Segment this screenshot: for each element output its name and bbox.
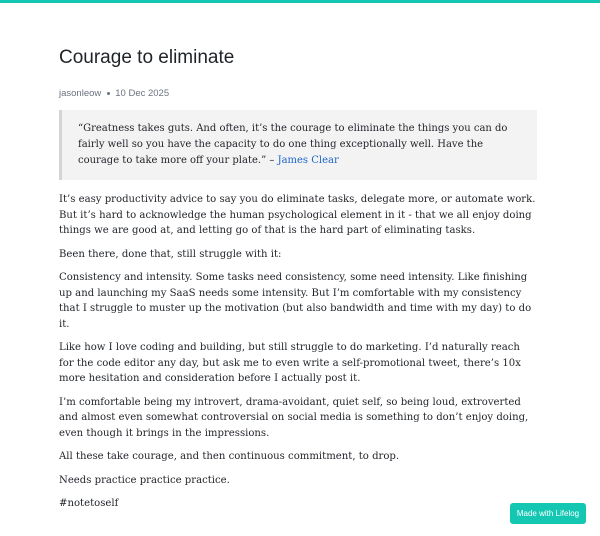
- quote-block: [59, 110, 537, 180]
- post-article: [59, 46, 537, 512]
- body-paragraph: Been there, done that, still struggle with it:: [59, 248, 282, 260]
- body-paragraph: It’s easy productivity advice to say you do eliminate tasks, delegate more, or automate work. But it’s hard to acknowledge the human psychological element in it - that we all enjoy doing things we are good at, and letting go of that is the hard part of eliminating tasks.: [59, 194, 536, 236]
- post-title: Courage to eliminate: [59, 47, 235, 68]
- body-paragraph: I’m comfortable being my introvert, drama-avoidant, quiet self, so being loud, extroverted and almost even somewhat controversial on social media is something to don’t enjoy doing, even though it brings in the impressions.: [59, 396, 529, 439]
- body-paragraph: Needs practice practice practice.: [59, 474, 230, 486]
- quote-source-link[interactable]: James Clear: [277, 155, 339, 166]
- meta-separator-dot: [107, 92, 110, 95]
- quote-text: “Greatness takes guts. And often, it’s the courage to eliminate the things you can do fairly well so you have the capacity to do one thing exceptionally well. Have the courage to take more off your plate.” –: [78, 123, 508, 166]
- body-paragraph: Consistency and intensity. Some tasks need consistency, some need intensity. Like finishing up and launching my SaaS needs some intensity. But I’m comfortable with my consistency that I struggle to muster up the motivation (but also bandwidth and time with my day) to do it.: [59, 272, 532, 330]
- post-date: 10 Dec 2025: [115, 88, 170, 99]
- made-with-lifelog-button[interactable]: Made with Lifelog: [510, 503, 586, 524]
- hashtag: #notetoself: [59, 498, 119, 509]
- post-body: [59, 192, 537, 512]
- body-paragraph: All these take courage, and then continuous commitment, to drop.: [59, 451, 400, 462]
- author-link[interactable]: jasonleow: [59, 88, 102, 99]
- post-meta: [59, 88, 537, 100]
- body-paragraph: Like how I love coding and building, but still struggle to do marketing. I’d naturally reach for the code editor any day, but ask me to even write a self-promotional tweet, there’s 10x more hesitation and consideration before I actually post it.: [59, 342, 521, 384]
- top-accent-bar: [0, 0, 600, 3]
